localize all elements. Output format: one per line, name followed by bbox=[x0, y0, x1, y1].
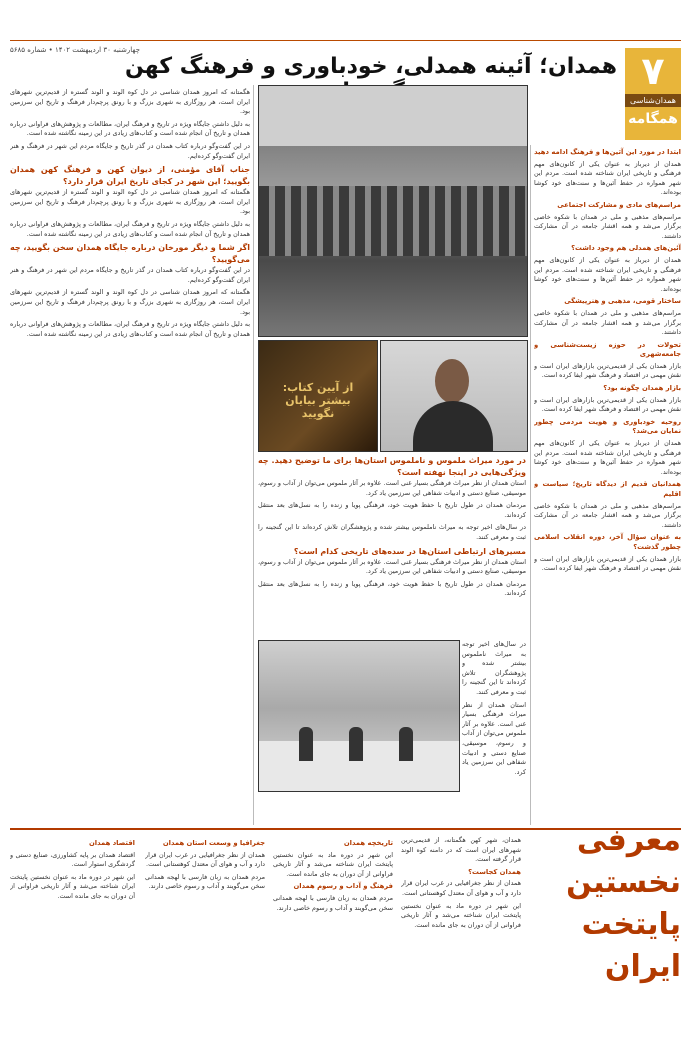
section-label: همدان‌شناسی bbox=[625, 94, 681, 107]
right-paragraph: بازار همدان یکی از قدیمی‌ترین بازارهای ایران است و نقش مهمی در اقتصاد و فرهنگ شهر ایفا کرده است. bbox=[534, 395, 681, 414]
right-paragraph: همدان از دیرباز به عنوان یکی از کانون‌های مهم فرهنگی و تاریخی ایران شناخته شده است. مردم این شهر همواره در حفظ آئین‌ها و سنت‌های خود کوشا بوده‌اند. bbox=[534, 159, 681, 197]
book-title: از آیین کتاب: بیشتر بیایان نگویید bbox=[282, 381, 354, 420]
lead-column bbox=[10, 88, 250, 543]
subheading: ساختار قومی، مذهبی و هنرپیشگی bbox=[564, 297, 681, 306]
middle-paragraph: مردمان همدان در طول تاریخ با حفظ هویت خود، فرهنگی پویا و زنده را به نسل‌های بعد منتقل کرده‌اند. bbox=[258, 579, 526, 598]
street-photo bbox=[258, 640, 460, 792]
lead-paragraph: هگمتانه که امروز همدان شناسی در دل کوه الوند و الوند گستره از قدیم‌ترین شهرهای ایران است، هر روزگاری به شهری بزرگ و با رونق پرچم‌دار فرهنگ و تاریخ این سرزمین بود. bbox=[10, 288, 250, 316]
box-subheading: جغرافیا و وسعت استان همدان bbox=[162, 839, 265, 847]
middle-side-text bbox=[462, 640, 526, 820]
portrait-head bbox=[435, 359, 469, 403]
lead-paragraph: هگمتانه که امروز همدان شناسی در دل کوه الوند و الوند گستره از قدیم‌ترین شهرهای ایران است، هر روزگاری به شهری بزرگ و با رونق پرچم‌دار فرهنگ و تاریخ این سرزمین بود. bbox=[10, 88, 250, 116]
subheading: به عنوان سؤال آخر، دوره انقلاب اسلامی چطور گذشت؟ bbox=[534, 533, 681, 551]
middle-paragraph: مردمان همدان در طول تاریخ با حفظ هویت خود، فرهنگی پویا و زنده را به نسل‌های بعد منتقل کرده‌اند. bbox=[258, 501, 526, 519]
pull-question: جناب آقای مؤمنی، از دیوان کهن و فرهنگ کهن همدان بگویید؛ این شهر در کجای تاریخ ایران قرار دارد؟ bbox=[10, 165, 250, 187]
date-line: چهارشنبه ۳۰ اردیبهشت ۱۴۰۲ • شماره ۵۶۸۵ bbox=[10, 46, 140, 54]
box-intro: همدان، شهر کهن هگمتانه، از قدیمی‌ترین شهرهای ایران است که در دامنه کوه الوند قرار گرفته است. bbox=[401, 836, 521, 864]
middle-paragraph: استان همدان از نظر میراث فرهنگی بسیار غنی است. علاوه بر آثار ملموس می‌توان از آداب و رسوم، موسیقی، صنایع دستی و ادبیات شفاهی این سرزمین یاد کرد. bbox=[258, 479, 526, 497]
box-column-2 bbox=[273, 836, 393, 1026]
photo-figure bbox=[399, 727, 413, 761]
box-subheading: اقتصاد همدان bbox=[89, 839, 135, 847]
middle-paragraph: استان همدان از نظر میراث فرهنگی بسیار غنی است. علاوه بر آثار ملموس می‌توان از آداب و رسوم، موسیقی، صنایع دستی و ادبیات شفاهی این سرزمین یاد کرد. bbox=[462, 700, 526, 776]
author-portrait bbox=[380, 340, 528, 452]
box-title-line: پایتخت ایران bbox=[581, 907, 681, 984]
lead-paragraph: در این گفت‌وگو درباره کتاب همدان در گذر تاریخ و جایگاه مردم این شهر در فرهنگ و هنر ایران گفت‌وگو کرده‌ایم. bbox=[10, 141, 250, 160]
photo-building bbox=[259, 186, 527, 256]
photo-figure bbox=[299, 727, 313, 761]
publication-logo: همگامه bbox=[628, 111, 678, 127]
lead-paragraph: به دلیل داشتن جایگاه ویژه در تاریخ و فرهنگ ایران، مطالعات و پژوهش‌های فراوانی درباره همدان و تاریخ آن انجام شده است و کتاب‌های زیادی در این زمینه نگاشته شده است. bbox=[10, 119, 250, 138]
portrait-body bbox=[413, 401, 493, 452]
subheading: همدانیان قدیم از دیدگاه تاریخ؛ سیاست و اقلیم bbox=[534, 480, 681, 498]
book-cover-image bbox=[258, 340, 378, 452]
subheading: بازار همدان چگونه بود؟ bbox=[603, 384, 681, 393]
historic-photo bbox=[258, 85, 528, 337]
box-subheading: همدان کجاست؟ bbox=[468, 867, 521, 876]
column-divider bbox=[530, 145, 531, 825]
box-paragraph: این شهر در دوره ماد به عنوان نخستین پایتخت ایران شناخته می‌شد و آثار تاریخی فراوانی از آن دوران به جای مانده است. bbox=[401, 901, 521, 929]
box-title-line: نخستین bbox=[566, 865, 681, 900]
right-paragraph: مراسم‌های مذهبی و ملی در همدان با شکوه خاصی برگزار می‌شد و همه اقشار جامعه در آن مشارکت داشتند. bbox=[534, 501, 681, 529]
box-paragraph: اقتصاد همدان بر پایه کشاورزی، صنایع دستی و گردشگری استوار است. bbox=[10, 850, 135, 869]
interview-question-2: مسیرهای ارتباطی استان‌ها در سده‌های تاریخی کدام است؟ bbox=[293, 546, 526, 556]
page-headline: همدان؛ آئینه همدلی، خودباوری و فرهنگ کهن bbox=[124, 54, 618, 79]
box-column-1 bbox=[401, 836, 521, 1026]
subheading: مراسم‌های مادی و مشارکت اجتماعی bbox=[557, 200, 681, 209]
right-column bbox=[534, 145, 681, 825]
lead-paragraph: در این گفت‌وگو درباره کتاب همدان در گذر تاریخ و جایگاه مردم این شهر در فرهنگ و هنر ایران گفت‌وگو کرده‌ایم. bbox=[10, 266, 250, 284]
box-paragraph: این شهر در دوره ماد به عنوان نخستین پایتخت ایران شناخته می‌شد و آثار تاریخی فراوانی از آن دوران به جای مانده است. bbox=[273, 850, 393, 878]
subheading: ابتدا در مورد این آثین‌ها و فرهنگ ادامه دهید bbox=[534, 148, 681, 156]
page-badge bbox=[625, 48, 681, 140]
subheading: تحولات در حوزه زیست‌شناسی و جامعه‌شهری bbox=[534, 340, 681, 359]
middle-paragraph: در سال‌های اخیر توجه به میراث ناملموس بیشتر شده و پژوهشگران تلاش کرده‌اند تا این گنجینه را ثبت و معرفی کنند. bbox=[462, 640, 526, 696]
header-rule bbox=[10, 40, 681, 41]
photo-sky bbox=[259, 86, 527, 146]
right-paragraph: مراسم‌های مذهبی و ملی در همدان با شکوه خاصی برگزار می‌شد و همه اقشار جامعه در آن مشارکت داشتند. bbox=[534, 308, 681, 337]
box-paragraph: مردم همدان به زبان فارسی با لهجه همدانی سخن می‌گویند و آداب و رسوم خاصی دارند. bbox=[273, 893, 393, 912]
box-paragraph: مردم همدان به زبان فارسی با لهجه همدانی سخن می‌گویند و آداب و رسوم خاصی دارند. bbox=[145, 872, 265, 891]
subheading: روحیه خودباوری و هویت مردمی چطور نمایان می‌شد؟ bbox=[534, 417, 681, 436]
right-paragraph: همدان از دیرباز به عنوان یکی از کانون‌های مهم فرهنگی و تاریخی ایران شناخته شده است. مردم این شهر همواره در حفظ آئین‌ها و سنت‌های خود کوشا بوده‌اند. bbox=[534, 255, 681, 293]
column-divider bbox=[253, 85, 254, 825]
page-number: ۷ bbox=[641, 49, 665, 93]
box-column-3 bbox=[145, 836, 265, 1026]
subheading: آئین‌های همدلی هم وجود داشت؟ bbox=[571, 244, 681, 253]
box-subheading: تاریخچه همدان bbox=[343, 839, 393, 847]
right-paragraph: همدان از دیرباز به عنوان یکی از کانون‌های مهم فرهنگی و تاریخی ایران شناخته شده است. مردم این شهر همواره در حفظ آئین‌ها و سنت‌های خود کوشا بوده‌اند. bbox=[534, 439, 681, 476]
box-paragraph: این شهر در دوره ماد به عنوان نخستین پایتخت ایران شناخته می‌شد و آثار تاریخی فراوانی از آن دوران به جای مانده است. bbox=[10, 872, 135, 900]
middle-paragraph: در سال‌های اخیر توجه به میراث ناملموس بیشتر شده و پژوهشگران تلاش کرده‌اند تا این گنجینه را ثبت و معرفی کنند. bbox=[258, 523, 526, 541]
photo-figure bbox=[349, 727, 363, 761]
pull-question-2: اگر شما و دیگر مورخان درباره جایگاه همدان سخن بگویید، چه می‌گویید؟ bbox=[10, 243, 250, 265]
right-paragraph: مراسم‌های مذهبی و ملی در همدان با شکوه خاصی برگزار می‌شد و همه اقشار جامعه در آن مشارکت داشتند. bbox=[534, 212, 681, 240]
lead-paragraph: به دلیل داشتن جایگاه ویژه در تاریخ و فرهنگ ایران، مطالعات و پژوهش‌های فراوانی درباره همدان و تاریخ آن انجام شده است و کتاب‌های زیادی در این زمینه نگاشته شده است. bbox=[10, 219, 250, 238]
interview-question: در مورد میراث ملموس و ناملموس استان‌ها برای ما توضیح دهید. چه ویژگی‌هایی در اینجا نهفته است؟ bbox=[258, 456, 526, 477]
box-paragraph: همدان از نظر جغرافیایی در غرب ایران قرار دارد و آب و هوای آن معتدل کوهستانی است. bbox=[401, 879, 521, 897]
box-paragraph: همدان از نظر جغرافیایی در غرب ایران قرار دارد و آب و هوای آن معتدل کوهستانی است. bbox=[145, 850, 265, 869]
middle-column bbox=[258, 455, 526, 635]
middle-paragraph: استان همدان از نظر میراث فرهنگی بسیار غنی است. علاوه بر آثار ملموس می‌توان از آداب و رسوم، موسیقی، صنایع دستی و ادبیات شفاهی این سرزمین یاد کرد. bbox=[258, 557, 526, 576]
right-paragraph: بازار همدان یکی از قدیمی‌ترین بازارهای ایران است و نقش مهمی در اقتصاد و فرهنگ شهر ایفا کرده است. bbox=[534, 554, 681, 573]
lead-paragraph: هگمتانه که امروز همدان شناسی در دل کوه الوند و الوند گستره از قدیم‌ترین شهرهای ایران است، هر روزگاری به شهری بزرگ و با رونق پرچم‌دار فرهنگ و تاریخ این سرزمین بود. bbox=[10, 188, 250, 216]
box-title-line: معرفی bbox=[576, 823, 681, 858]
box-title bbox=[531, 820, 681, 988]
box-column-4 bbox=[10, 836, 135, 1026]
right-paragraph: بازار همدان یکی از قدیمی‌ترین بازارهای ایران است و نقش مهمی در اقتصاد و فرهنگ شهر ایفا کرده است. bbox=[534, 361, 681, 380]
lead-paragraph: به دلیل داشتن جایگاه ویژه در تاریخ و فرهنگ ایران، مطالعات و پژوهش‌های فراوانی درباره همدان و تاریخ آن انجام شده است و کتاب‌های زیادی در این زمینه نگاشته شده است. bbox=[10, 320, 250, 338]
box-subheading: فرهنگ و آداب و رسوم همدان bbox=[293, 882, 393, 891]
